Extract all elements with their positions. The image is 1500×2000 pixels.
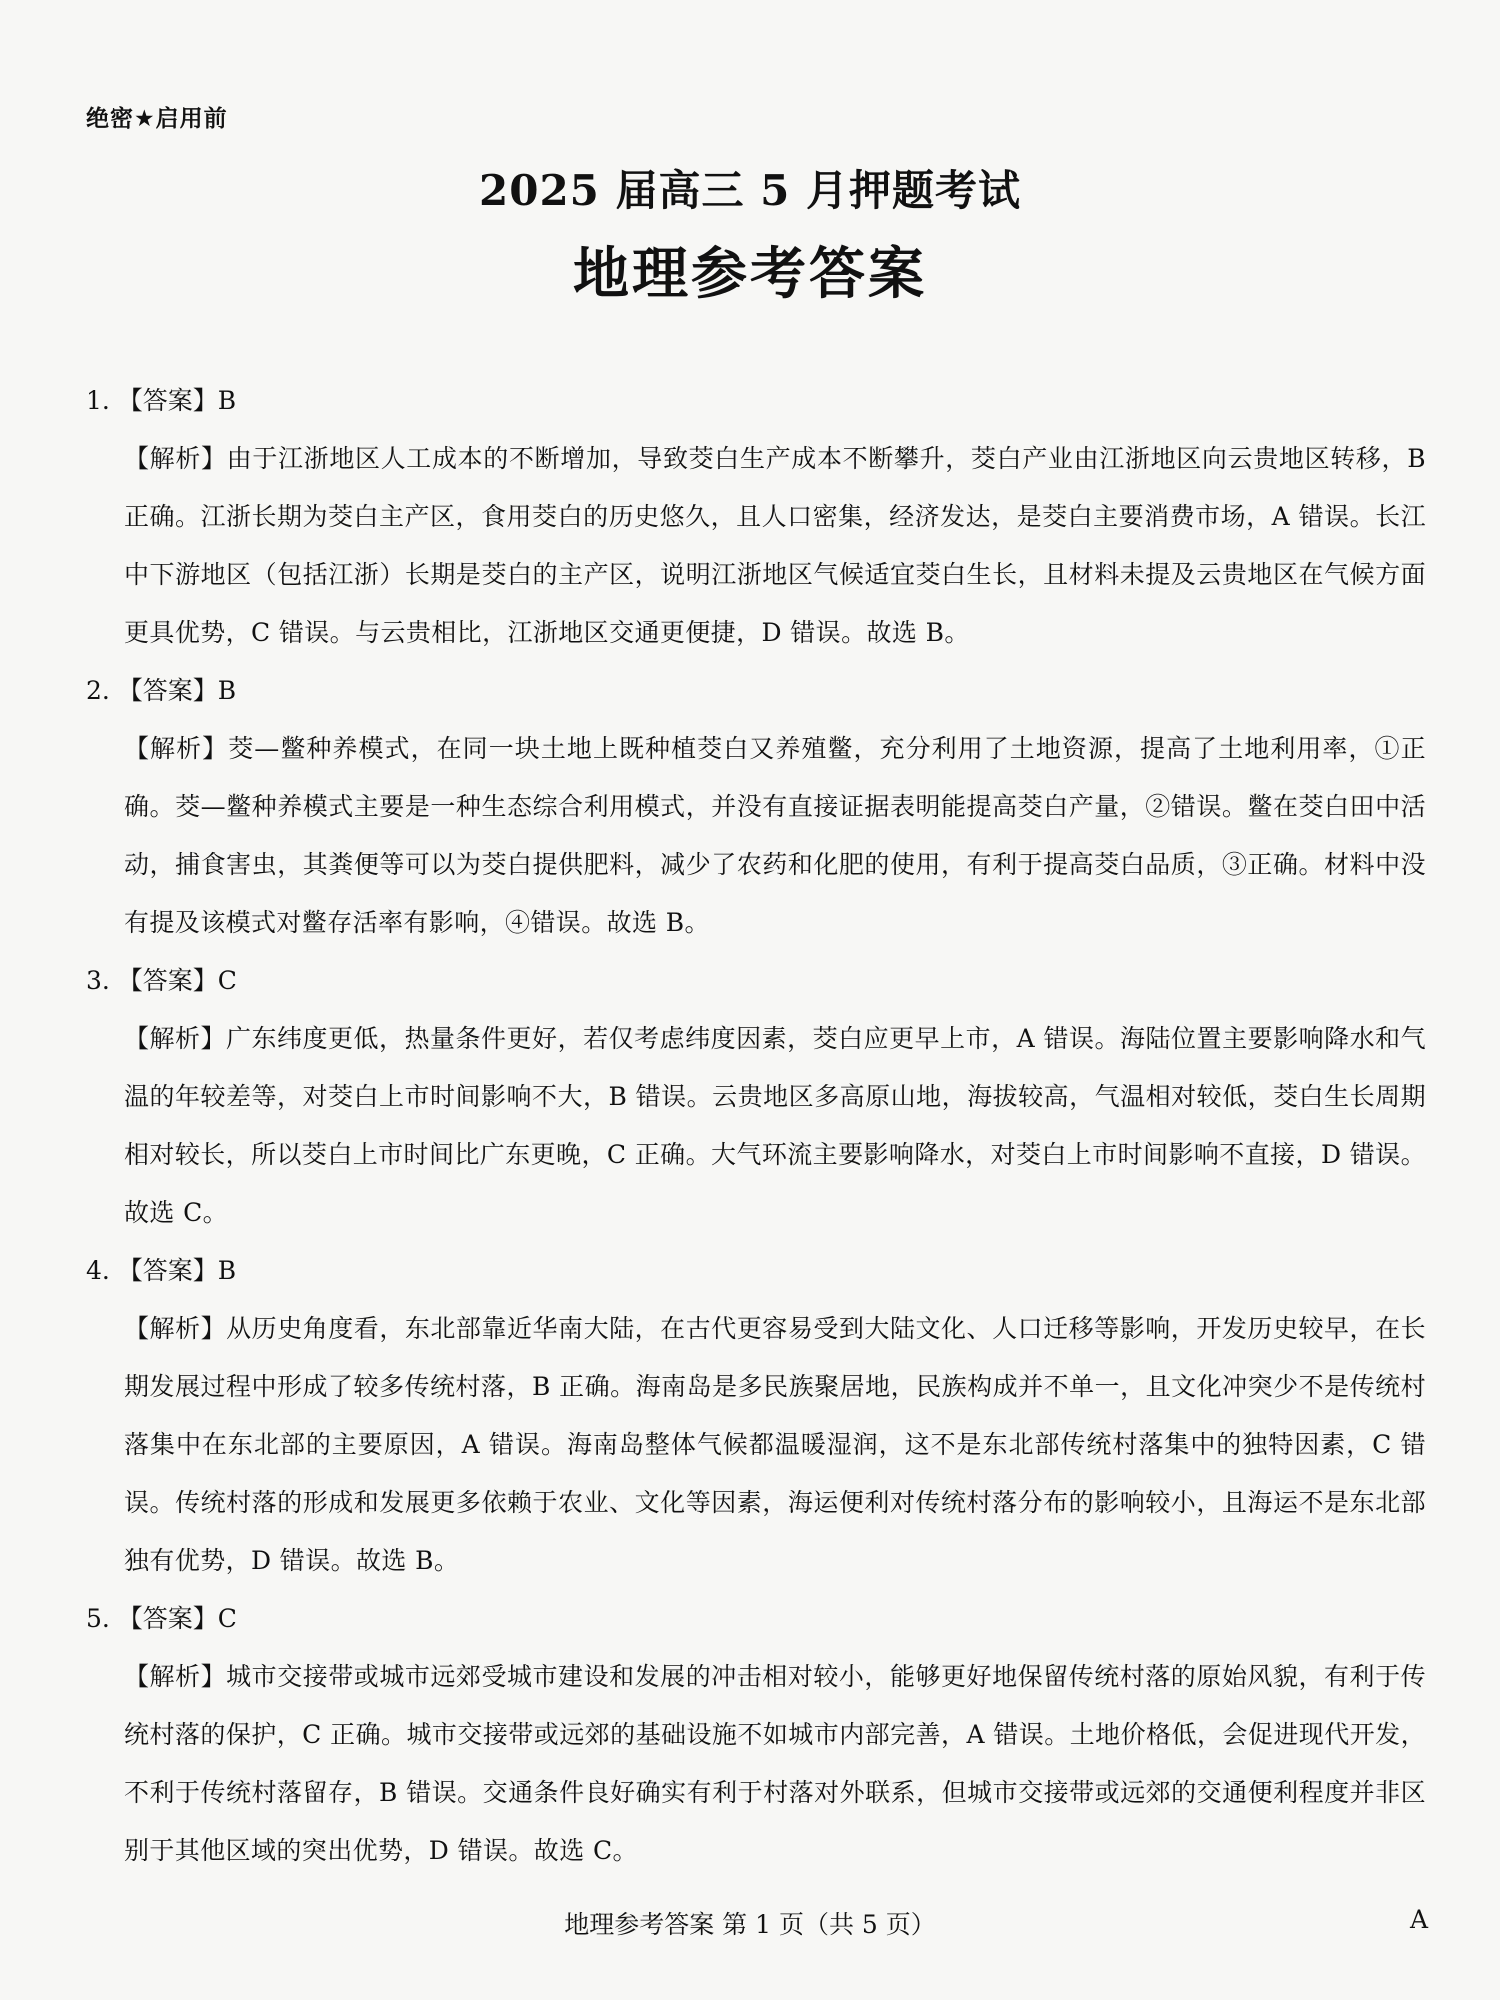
question-answer: 2. 【答案】B xyxy=(86,676,237,705)
question-explanation: 【解析】茭—鳖种养模式，在同一块土地上既种植茭白又养殖鳖，充分利用了土地资源，提高了土地利用率，①正确。茭—鳖种养模式主要是一种生态综合利用模式，并没有直接证据表明能提高茭白产量，②错误。鳖在茭白田中活动，捕食害虫，其粪便等可以为茭白提供肥料，减少了农药和化肥的使用，有利于提高茭白品质，③正确。材料中没有提及该模式对鳖存活率有影响，④错误。故选 B。 xyxy=(124,734,1426,937)
question-item xyxy=(86,1242,1426,1590)
question-explanation: 【解析】由于江浙地区人工成本的不断增加，导致茭白生产成本不断攀升，茭白产业由江浙地区向云贵地区转移，B 正确。江浙长期为茭白主产区，食用茭白的历史悠久，且人口密集，经济发达，是茭白主要消费市场，A 错误。长江中下游地区（包括江浙）长期是茭白的主产区，说明江浙地区气候适宜茭白生长，且材料未提及云贵地区在气候方面更具优势，C 错误。与云贵相比，江浙地区交通更便捷，D 错误。故选 B。 xyxy=(124,444,1426,647)
question-item xyxy=(86,372,1426,662)
question-item xyxy=(86,1590,1426,1880)
exam-title: 2025 届高三 5 月押题考试 xyxy=(479,166,1021,215)
document-title: 地理参考答案 xyxy=(573,241,927,307)
paper-version: A xyxy=(1409,1905,1428,1934)
question-answer: 5. 【答案】C xyxy=(86,1604,237,1633)
question-explanation: 【解析】城市交接带或城市远郊受城市建设和发展的冲击相对较小，能够更好地保留传统村落的原始风貌，有利于传统村落的保护，C 正确。城市交接带或远郊的基础设施不如城市内部完善，A 错误。土地价格低，会促进现代开发，不利于传统村落留存，B 错误。交通条件良好确实有利于村落对外联系，但城市交接带或远郊的交通便利程度并非区别于其他区域的突出优势，D 错误。故选 C。 xyxy=(124,1662,1426,1865)
question-answer: 1. 【答案】B xyxy=(86,386,237,415)
question-explanation: 【解析】广东纬度更低，热量条件更好，若仅考虑纬度因素，茭白应更早上市，A 错误。海陆位置主要影响降水和气温的年较差等，对茭白上市时间影响不大，B 错误。云贵地区多高原山地，海拔较高，气温相对较低，茭白生长周期相对较长，所以茭白上市时间比广东更晚，C 正确。大气环流主要影响降水，对茭白上市时间影响不直接，D 错误。故选 C。 xyxy=(124,1024,1426,1227)
question-item xyxy=(86,952,1426,1242)
question-answer: 3. 【答案】C xyxy=(86,966,237,995)
answer-list xyxy=(86,372,1426,1880)
question-explanation: 【解析】从历史角度看，东北部靠近华南大陆，在古代更容易受到大陆文化、人口迁移等影响，开发历史较早，在长期发展过程中形成了较多传统村落，B 正确。海南岛是多民族聚居地，民族构成并不单一，且文化冲突少不是传统村落集中在东北部的主要原因，A 错误。海南岛整体气候都温暖湿润，这不是东北部传统村落集中的独特因素，C 错误。传统村落的形成和发展更多依赖于农业、文化等因素，海运便利对传统村落分布的影响较小，且海运不是东北部独有优势，D 错误。故选 B。 xyxy=(124,1314,1426,1575)
confidential-label: 绝密★启用前 xyxy=(86,106,228,132)
question-item xyxy=(86,662,1426,952)
question-answer: 4. 【答案】B xyxy=(86,1256,237,1285)
page-footer: 地理参考答案 第 1 页（共 5 页） xyxy=(564,1910,936,1939)
